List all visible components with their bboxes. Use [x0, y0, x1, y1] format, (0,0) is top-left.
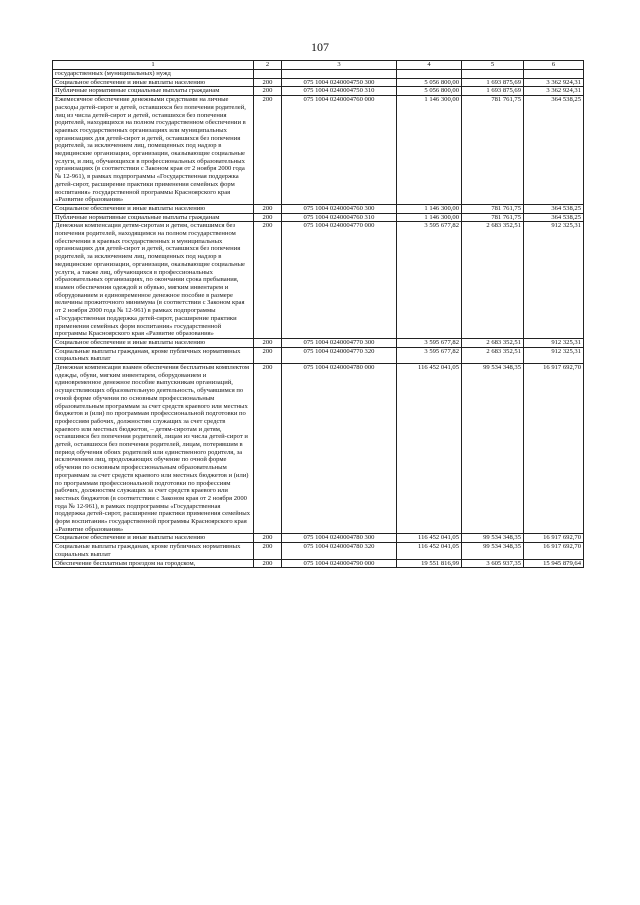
row-amount-approved: 3 595 677,82: [397, 338, 462, 347]
row-code: 200: [254, 364, 282, 534]
row-amount-approved: 1 146 300,00: [397, 96, 462, 205]
row-budget-code: 075 1004 0240004760 310: [282, 213, 397, 222]
row-amount-approved: [397, 70, 462, 79]
table-row: [53, 70, 584, 79]
row-amount-approved: 19 551 816,99: [397, 559, 462, 568]
row-code: 200: [254, 96, 282, 205]
row-description: Социальное обеспечение и иные выплаты населению: [53, 338, 254, 347]
row-budget-code: 075 1004 0240004770 000: [282, 222, 397, 339]
table-row: [53, 534, 584, 543]
row-amount-approved: 116 452 041,05: [397, 364, 462, 534]
row-code: 200: [254, 213, 282, 222]
row-amount-remaining: 16 917 692,70: [524, 364, 584, 534]
table-row: [53, 96, 584, 205]
row-amount-remaining: 912 325,31: [524, 222, 584, 339]
row-description: Социальное обеспечение и иные выплаты населению: [53, 78, 254, 87]
row-amount-executed: 99 534 348,35: [462, 364, 524, 534]
row-amount-remaining: 16 917 692,70: [524, 534, 584, 543]
row-description: Публичные нормативные социальные выплаты гражданам: [53, 213, 254, 222]
row-code: 200: [254, 347, 282, 363]
column-header: 1: [53, 61, 254, 70]
row-amount-approved: 5 056 800,00: [397, 87, 462, 96]
row-amount-executed: 781 761,75: [462, 204, 524, 213]
table-row: [53, 78, 584, 87]
row-amount-remaining: 3 362 924,31: [524, 87, 584, 96]
row-code: 200: [254, 78, 282, 87]
row-code: 200: [254, 204, 282, 213]
row-amount-executed: 3 605 937,35: [462, 559, 524, 568]
row-budget-code: 075 1004 0240004770 320: [282, 347, 397, 363]
page-number: 107: [311, 40, 329, 54]
row-code: 200: [254, 559, 282, 568]
row-amount-approved: 1 146 300,00: [397, 213, 462, 222]
row-budget-code: [282, 70, 397, 79]
row-amount-remaining: 912 325,31: [524, 338, 584, 347]
row-budget-code: 075 1004 0240004780 000: [282, 364, 397, 534]
row-code: 200: [254, 222, 282, 339]
row-amount-executed: 1 693 875,69: [462, 87, 524, 96]
row-amount-executed: 2 683 352,51: [462, 338, 524, 347]
column-header: 6: [524, 61, 584, 70]
row-amount-remaining: 3 362 924,31: [524, 78, 584, 87]
row-amount-executed: 99 534 348,35: [462, 543, 524, 559]
row-code: [254, 70, 282, 79]
table-row: [53, 543, 584, 559]
row-amount-remaining: 16 917 692,70: [524, 543, 584, 559]
row-description: государственных (муниципальных) нужд: [53, 70, 254, 79]
table-header-row: [53, 61, 584, 70]
row-budget-code: 075 1004 0240004760 000: [282, 96, 397, 205]
table-row: [53, 213, 584, 222]
row-amount-executed: 781 761,75: [462, 213, 524, 222]
row-amount-remaining: 15 945 879,64: [524, 559, 584, 568]
row-amount-executed: 99 534 348,35: [462, 534, 524, 543]
row-description: Денежная компенсация взамен обеспечения бесплатным комплектом одежды, обуви, мягким инвентарем, оборудованием и единовременное денежное пособие выпускникам организаций, осуществляющих образовательную деятельность, обучавшимся по очной форме обучения по основным профессиональным образовательным программам за счет средств краевого или местных бюджетов и (или) по программам профессиональной подготовки по профессиям рабочих, должностям служащих за счет средств краевого или местных бюджетов, – детям-сиротам и детям, оставшимся без попечения родителей, лицам из числа детей-сирот и детей, оставшихся без попечения родителей, лицам, потерявшим в период обучения обоих родителей или единственного родителя, за исключением лиц, продолжающих обучение по очной форме обучения по основным профессиональным образовательным программам за счет средств краевого или местных бюджетов и (или) по программам профессиональной подготовки по профессиям рабочих, должностям служащих за счет средств краевого или местных бюджетов (в соответствии с Законом края от 2 ноября 2000 года № 12-961), в рамках подпрограммы «Государственная поддержка детей-сирот, расширение практики применения семейных форм воспитания» государственной программы Красноярского края «Развитие образования»: [53, 364, 254, 534]
row-description: Публичные нормативные социальные выплаты гражданам: [53, 87, 254, 96]
row-amount-remaining: [524, 70, 584, 79]
table-row: [53, 338, 584, 347]
column-header: 5: [462, 61, 524, 70]
row-amount-executed: [462, 70, 524, 79]
row-description: Социальное обеспечение и иные выплаты населению: [53, 534, 254, 543]
row-budget-code: 075 1004 0240004780 300: [282, 534, 397, 543]
row-amount-executed: 1 693 875,69: [462, 78, 524, 87]
row-amount-executed: 2 683 352,51: [462, 222, 524, 339]
row-amount-approved: 3 595 677,82: [397, 222, 462, 339]
row-amount-approved: 1 146 300,00: [397, 204, 462, 213]
row-budget-code: 075 1004 0240004790 000: [282, 559, 397, 568]
row-amount-approved: 116 452 041,05: [397, 534, 462, 543]
row-amount-approved: 3 595 677,82: [397, 347, 462, 363]
row-description: Денежная компенсация детям-сиротам и детям, оставшимся без попечения родителей, находящимся на полном государственном обеспечении в краевых государственных и муниципальных организациях для детей-сирот и детей, оставшихся без попечения родителей, за исключением лиц, помещенных под надзор в медицинские организации, организации, оказывающие социальные услуги, а также лиц, обучающихся в профессиональных образовательных организациях, по окончании срока пребывания, взамен обеспечения одеждой и обувью, мягким инвентарем и оборудованием и единовременное денежное пособие в размере величины прожиточного минимума (в соответствии с Законом края от 2 ноября 2000 года № 12-961) в рамках подпрограммы «Государственная поддержка детей-сирот, расширение практики применения семейных форм воспитания» государственной программы Красноярского края «Развитие образования»: [53, 222, 254, 339]
row-budget-code: 075 1004 0240004770 300: [282, 338, 397, 347]
row-amount-executed: 2 683 352,51: [462, 347, 524, 363]
table-row: [53, 559, 584, 568]
row-code: 200: [254, 543, 282, 559]
row-description: Социальные выплаты гражданам, кроме публичных нормативных социальных выплат: [53, 347, 254, 363]
row-code: 200: [254, 338, 282, 347]
row-code: 200: [254, 534, 282, 543]
row-amount-remaining: 912 325,31: [524, 347, 584, 363]
row-description: Ежемесячное обеспечение денежными средствами на личные расходы детей-сирот и детей, оставшихся без попечения родителей, лиц из числа детей-сирот и детей, оставшихся без попечения родителей, находящихся на полном государственном обеспечении в краевых государственных организациях или муниципальных организациях для детей-сирот и детей, оставшихся без попечения родителей, за исключением лиц, помещенных под надзор в медицинские организации, организации, оказывающие социальные услуги, и лиц, обучающихся в профессиональных образовательных организациях (в соответствии с Законом края от 2 ноября 2000 года № 12-961), в рамках подпрограммы «Государственная поддержка детей-сирот, расширение практики применения семейных форм воспитания» государственной программы Красноярского края «Развитие образования»: [53, 96, 254, 205]
column-header: 4: [397, 61, 462, 70]
row-budget-code: 075 1004 0240004750 300: [282, 78, 397, 87]
row-budget-code: 075 1004 0240004780 320: [282, 543, 397, 559]
row-amount-approved: 5 056 800,00: [397, 78, 462, 87]
table-row: [53, 87, 584, 96]
column-header: 3: [282, 61, 397, 70]
row-amount-executed: 781 761,75: [462, 96, 524, 205]
table-row: [53, 364, 584, 534]
row-amount-remaining: 364 538,25: [524, 96, 584, 205]
row-budget-code: 075 1004 0240004750 310: [282, 87, 397, 96]
table-row: [53, 347, 584, 363]
row-budget-code: 075 1004 0240004760 300: [282, 204, 397, 213]
row-code: 200: [254, 87, 282, 96]
column-header: 2: [254, 61, 282, 70]
row-amount-remaining: 364 538,25: [524, 213, 584, 222]
table-row: [53, 222, 584, 339]
budget-table: [52, 60, 584, 568]
row-description: Обеспечение бесплатным проездом на городском,: [53, 559, 254, 568]
row-description: Социальное обеспечение и иные выплаты населению: [53, 204, 254, 213]
row-amount-approved: 116 452 041,05: [397, 543, 462, 559]
table-row: [53, 204, 584, 213]
row-description: Социальные выплаты гражданам, кроме публичных нормативных социальных выплат: [53, 543, 254, 559]
row-amount-remaining: 364 538,25: [524, 204, 584, 213]
